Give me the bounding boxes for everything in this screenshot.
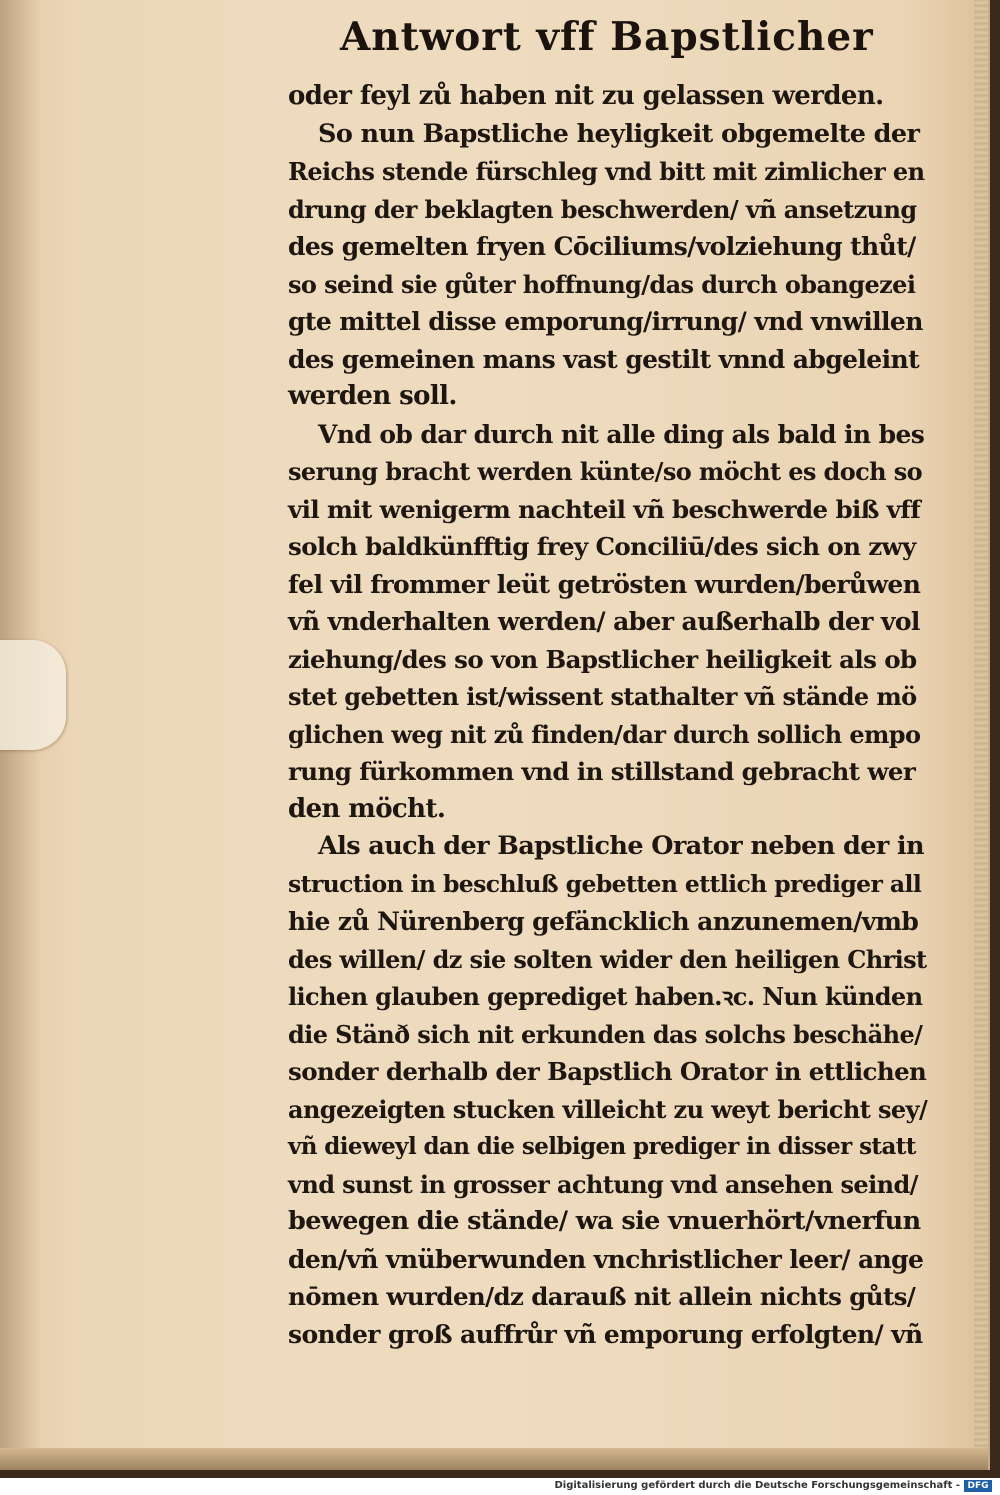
body-text — [288, 78, 928, 1353]
text-line: gte mittel disse emporung/irrung/ vnd vnwillen — [288, 307, 923, 336]
text-line: Als auch der Bapstliche Orator neben der in — [318, 831, 924, 861]
text-line: vnd sunst in grosser achtung vnd ansehen seind/ — [288, 1169, 918, 1199]
text-line: solch baldkünfftig frey Conciliū/des sich on zwy — [288, 532, 916, 561]
page-edge-right — [974, 0, 988, 1470]
page-clip-tab — [0, 640, 66, 750]
text-line: glichen weg nit zů finden/dar durch sollich empo — [288, 719, 921, 749]
text-line: des gemeinen mans vast gestilt vnnd abgeleint — [288, 344, 920, 374]
text-line: des willen/ dz sie solten wider den heiligen Christ — [288, 944, 927, 974]
page-edge-bottom — [0, 1448, 988, 1470]
text-line: rung fürkommen vnd in stillstand gebracht wer — [288, 757, 916, 786]
text-line: die Stänð sich nit erkunden das solchs beschähe/ — [288, 1019, 923, 1049]
text-line: lichen glauben geprediget haben.ꝛc. Nun künden — [288, 982, 923, 1011]
text-line: drung der beklagten beschwerden/ vñ ansetzung — [288, 194, 917, 224]
text-line: fel vil frommer leüt getrösten wurden/berůwen — [288, 569, 921, 599]
text-line: werden soll. — [288, 381, 457, 411]
text-line: struction in beschluß gebetten ettlich prediger all — [288, 869, 922, 898]
text-line: serung bracht werden künte/so möcht es doch so — [288, 457, 923, 486]
text-line: bewegen die stände/ wa sie vnuerhört/vnerfun — [288, 1206, 921, 1236]
running-header: Antwort vff Bapstlicher — [340, 14, 874, 60]
text-line: den möcht. — [288, 793, 446, 824]
text-line: Reichs stende fürschleg vnd bitt mit zimlicher en — [288, 157, 925, 186]
text-line: vñ vnderhalten werden/ aber außerhalb der vol — [288, 607, 920, 636]
text-line: nōmen wurden/dz darauß nit allein nichts gůts/ — [288, 1282, 916, 1311]
text-line: vil mit wenigerm nachteil vñ beschwerde biß vff — [288, 494, 921, 524]
footer-bar — [0, 1478, 1000, 1495]
text-line: ziehung/des so von Bapstlicher heiligkeit als ob — [288, 644, 917, 674]
text-line: vñ dieweyl dan die selbigen prediger in disser statt — [288, 1133, 916, 1160]
text-line: sonder derhalb der Bapstlich Orator in ettlichen — [288, 1057, 927, 1086]
text-line: oder feyl zů haben nit zu gelassen werden. — [288, 81, 884, 111]
text-line: Vnd ob dar durch nit alle ding als bald in bes — [318, 419, 925, 449]
text-line: so seind sie gůter hoffnung/das durch obangezei — [288, 269, 916, 299]
text-line: hie zů Nürenberg gefäncklich anzunemen/vmb — [288, 907, 919, 936]
text-line: stet gebetten ist/wissent stathalter vñ stände mö — [288, 682, 917, 711]
text-line: angezeigten stucken villeicht zu weyt bericht sey/ — [288, 1094, 928, 1124]
text-line: des gemelten fryen Cōciliums/volziehung thůt/ — [288, 232, 916, 261]
text-line: sonder groß auffrůr vñ emporung erfolgten/ vñ — [288, 1319, 923, 1349]
text-line: den/vñ vnüberwunden vnchristlicher leer/ ange — [288, 1244, 924, 1274]
funding-credit: Digitalisierung gefördert durch die Deutsche Forschungsgemeinschaft - — [554, 1480, 960, 1491]
dfg-logo-icon: DFG — [964, 1480, 992, 1492]
text-line: So nun Bapstliche heyligkeit obgemelte der — [318, 118, 920, 149]
